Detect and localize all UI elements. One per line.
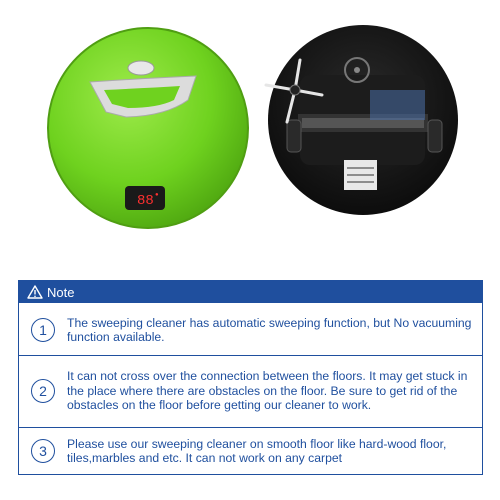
number-circle: 2 [31, 379, 55, 403]
display-digits: 88 [137, 193, 154, 209]
right-wheel [428, 120, 442, 152]
note-item [19, 306, 482, 354]
note-text: The sweeping cleaner has automatic sweeping function, but No vacuuming function available. [67, 315, 472, 344]
warning-icon [27, 285, 43, 299]
note-title: Note [47, 284, 75, 300]
note-item [19, 428, 482, 474]
robot-bottom-view [266, 25, 458, 215]
left-wheel [287, 120, 301, 152]
number-circle: 1 [31, 318, 55, 342]
note-text: It can not cross over the connection between the floors. It may get stuck in the place where there are obstacles on the floor. Be sure to get rid of the obstacles on the floor before getting our cleaner to work. [67, 369, 468, 413]
note-text: Please use our sweeping cleaner on smooth floor like hard-wood floor, tiles,marbles and etc. It can not work on any carpet [67, 436, 447, 465]
power-button [128, 61, 154, 75]
note-box [18, 280, 483, 475]
robot-top-view [48, 28, 248, 228]
svg-text:●: ● [155, 192, 159, 198]
note-header [19, 281, 482, 303]
number-circle: 3 [31, 439, 55, 463]
note-item [19, 356, 482, 426]
